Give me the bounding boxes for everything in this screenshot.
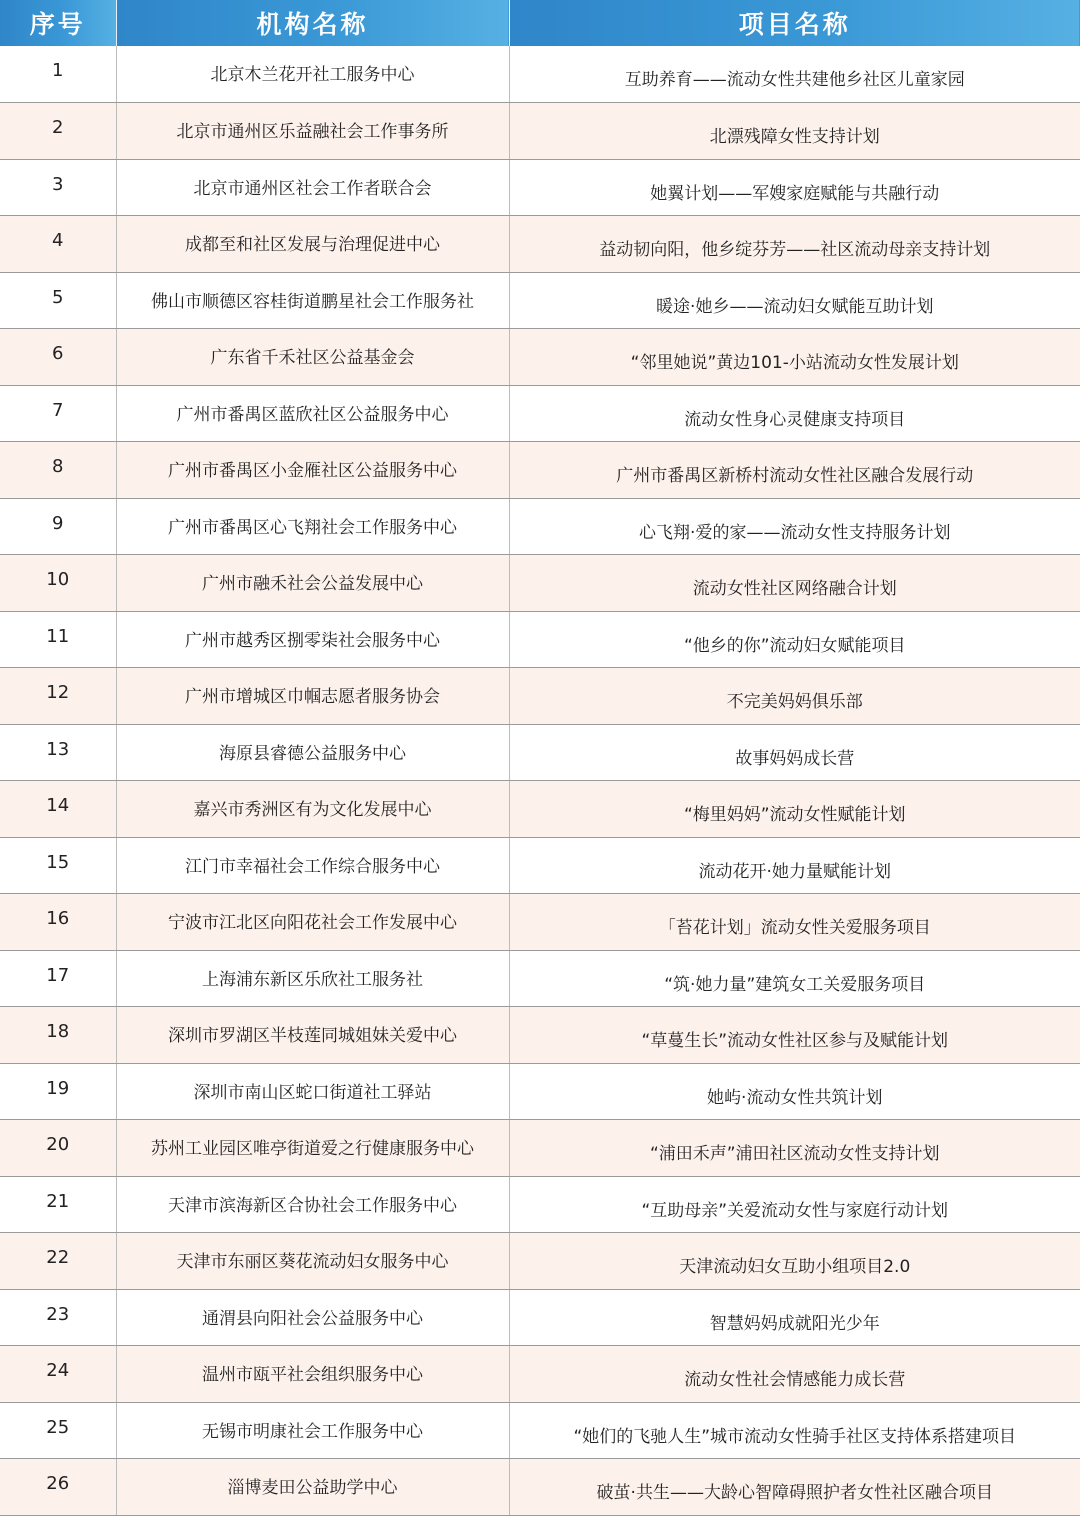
organization-name-cell: 北京木兰花开社工服务中心 <box>116 46 509 103</box>
table-row <box>0 611 1080 668</box>
serial-number-cell: 5 <box>0 272 116 329</box>
project-name-cell: 流动女性身心灵健康支持项目 <box>509 385 1080 442</box>
serial-number-cell: 15 <box>0 837 116 894</box>
serial-number-cell: 4 <box>0 216 116 273</box>
project-name-cell: 互助养育——流动女性共建他乡社区儿童家园 <box>509 46 1080 103</box>
table-header-row <box>0 0 1080 46</box>
organization-name-cell: 江门市幸福社会工作综合服务中心 <box>116 837 509 894</box>
table-row <box>0 894 1080 951</box>
project-name-cell: 破茧·共生——大龄心智障碍照护者女性社区融合项目 <box>509 1459 1080 1516</box>
table-row <box>0 837 1080 894</box>
table-row <box>0 272 1080 329</box>
project-name-cell: 北漂残障女性支持计划 <box>509 103 1080 160</box>
serial-number-cell: 23 <box>0 1289 116 1346</box>
table-row <box>0 385 1080 442</box>
project-name-cell: 智慧妈妈成就阳光少年 <box>509 1289 1080 1346</box>
table-row <box>0 668 1080 725</box>
serial-number-cell: 17 <box>0 950 116 1007</box>
project-name-cell: “筑·她力量”建筑女工关爱服务项目 <box>509 950 1080 1007</box>
serial-number-cell: 14 <box>0 781 116 838</box>
project-name-cell: 流动女性社会情感能力成长营 <box>509 1346 1080 1403</box>
table-row <box>0 216 1080 273</box>
serial-number-cell: 25 <box>0 1402 116 1459</box>
table-row <box>0 1007 1080 1064</box>
serial-number-cell: 20 <box>0 1120 116 1177</box>
header-serial-number: 序号 <box>0 0 116 46</box>
organization-name-cell: 北京市通州区社会工作者联合会 <box>116 159 509 216</box>
serial-number-cell: 7 <box>0 385 116 442</box>
table-row <box>0 329 1080 386</box>
organization-name-cell: 海原县睿德公益服务中心 <box>116 724 509 781</box>
organization-name-cell: 佛山市顺德区容桂街道鹏星社会工作服务社 <box>116 272 509 329</box>
serial-number-cell: 9 <box>0 498 116 555</box>
project-name-cell: 故事妈妈成长营 <box>509 724 1080 781</box>
serial-number-cell: 2 <box>0 103 116 160</box>
serial-number-cell: 18 <box>0 1007 116 1064</box>
project-name-cell: 流动花开·她力量赋能计划 <box>509 837 1080 894</box>
table-body <box>0 46 1080 1515</box>
table-row <box>0 46 1080 103</box>
table-row <box>0 555 1080 612</box>
serial-number-cell: 12 <box>0 668 116 725</box>
project-name-cell: “草蔓生长”流动女性社区参与及赋能计划 <box>509 1007 1080 1064</box>
organization-name-cell: 广州市增城区巾帼志愿者服务协会 <box>116 668 509 725</box>
table-row <box>0 724 1080 781</box>
table-row <box>0 1120 1080 1177</box>
organization-name-cell: 天津市滨海新区合协社会工作服务中心 <box>116 1176 509 1233</box>
project-name-cell: “互助母亲”关爱流动女性与家庭行动计划 <box>509 1176 1080 1233</box>
table-row <box>0 950 1080 1007</box>
table-row <box>0 103 1080 160</box>
organization-name-cell: 广州市番禺区心飞翔社会工作服务中心 <box>116 498 509 555</box>
serial-number-cell: 11 <box>0 611 116 668</box>
serial-number-cell: 8 <box>0 442 116 499</box>
project-name-cell: “邻里她说”黄边101-小站流动女性发展计划 <box>509 329 1080 386</box>
organization-name-cell: 通渭县向阳社会公益服务中心 <box>116 1289 509 1346</box>
organization-name-cell: 天津市东丽区葵花流动妇女服务中心 <box>116 1233 509 1290</box>
serial-number-cell: 26 <box>0 1459 116 1516</box>
project-name-cell: “她们的飞驰人生”城市流动女性骑手社区支持体系搭建项目 <box>509 1402 1080 1459</box>
serial-number-cell: 22 <box>0 1233 116 1290</box>
project-name-cell: 流动女性社区网络融合计划 <box>509 555 1080 612</box>
organization-name-cell: 北京市通州区乐益融社会工作事务所 <box>116 103 509 160</box>
project-name-cell: 她翼计划——军嫂家庭赋能与共融行动 <box>509 159 1080 216</box>
organization-name-cell: 深圳市南山区蛇口街道社工驿站 <box>116 1063 509 1120</box>
table-row <box>0 1233 1080 1290</box>
serial-number-cell: 3 <box>0 159 116 216</box>
serial-number-cell: 13 <box>0 724 116 781</box>
organization-name-cell: 上海浦东新区乐欣社工服务社 <box>116 950 509 1007</box>
project-name-cell: 天津流动妇女互助小组项目2.0 <box>509 1233 1080 1290</box>
organization-name-cell: 淄博麦田公益助学中心 <box>116 1459 509 1516</box>
table-row <box>0 1459 1080 1516</box>
table-row <box>0 1176 1080 1233</box>
project-name-cell: 不完美妈妈俱乐部 <box>509 668 1080 725</box>
organization-name-cell: 成都至和社区发展与治理促进中心 <box>116 216 509 273</box>
serial-number-cell: 16 <box>0 894 116 951</box>
header-project-name: 项目名称 <box>509 0 1080 46</box>
organization-name-cell: 广州市越秀区捌零柒社会服务中心 <box>116 611 509 668</box>
project-name-cell: 「苔花计划」流动女性关爱服务项目 <box>509 894 1080 951</box>
table-row <box>0 498 1080 555</box>
organization-name-cell: 苏州工业园区唯亭街道爱之行健康服务中心 <box>116 1120 509 1177</box>
serial-number-cell: 24 <box>0 1346 116 1403</box>
serial-number-cell: 21 <box>0 1176 116 1233</box>
header-organization-name: 机构名称 <box>116 0 509 46</box>
organization-name-cell: 温州市瓯平社会组织服务中心 <box>116 1346 509 1403</box>
organization-name-cell: 广州市番禺区小金雁社区公益服务中心 <box>116 442 509 499</box>
organization-name-cell: 广州市融禾社会公益发展中心 <box>116 555 509 612</box>
project-name-cell: “浦田禾声”浦田社区流动女性支持计划 <box>509 1120 1080 1177</box>
organization-name-cell: 宁波市江北区向阳花社会工作发展中心 <box>116 894 509 951</box>
table-row <box>0 442 1080 499</box>
organization-name-cell: 嘉兴市秀洲区有为文化发展中心 <box>116 781 509 838</box>
table-row <box>0 781 1080 838</box>
table-row <box>0 159 1080 216</box>
serial-number-cell: 6 <box>0 329 116 386</box>
organization-name-cell: 广东省千禾社区公益基金会 <box>116 329 509 386</box>
project-name-cell: 心飞翔·爱的家——流动女性支持服务计划 <box>509 498 1080 555</box>
organization-name-cell: 无锡市明康社会工作服务中心 <box>116 1402 509 1459</box>
table-row <box>0 1402 1080 1459</box>
project-name-cell: 她屿·流动女性共筑计划 <box>509 1063 1080 1120</box>
project-name-cell: 暖途·她乡——流动妇女赋能互助计划 <box>509 272 1080 329</box>
project-name-cell: “梅里妈妈”流动女性赋能计划 <box>509 781 1080 838</box>
table-row <box>0 1346 1080 1403</box>
serial-number-cell: 19 <box>0 1063 116 1120</box>
project-name-cell: 益动韧向阳，他乡绽芬芳——社区流动母亲支持计划 <box>509 216 1080 273</box>
project-name-cell: “他乡的你”流动妇女赋能项目 <box>509 611 1080 668</box>
serial-number-cell: 10 <box>0 555 116 612</box>
organization-name-cell: 深圳市罗湖区半枝莲同城姐妹关爱中心 <box>116 1007 509 1064</box>
serial-number-cell: 1 <box>0 46 116 103</box>
table-row <box>0 1063 1080 1120</box>
organization-name-cell: 广州市番禺区蓝欣社区公益服务中心 <box>116 385 509 442</box>
table-row <box>0 1289 1080 1346</box>
project-name-cell: 广州市番禺区新桥村流动女性社区融合发展行动 <box>509 442 1080 499</box>
